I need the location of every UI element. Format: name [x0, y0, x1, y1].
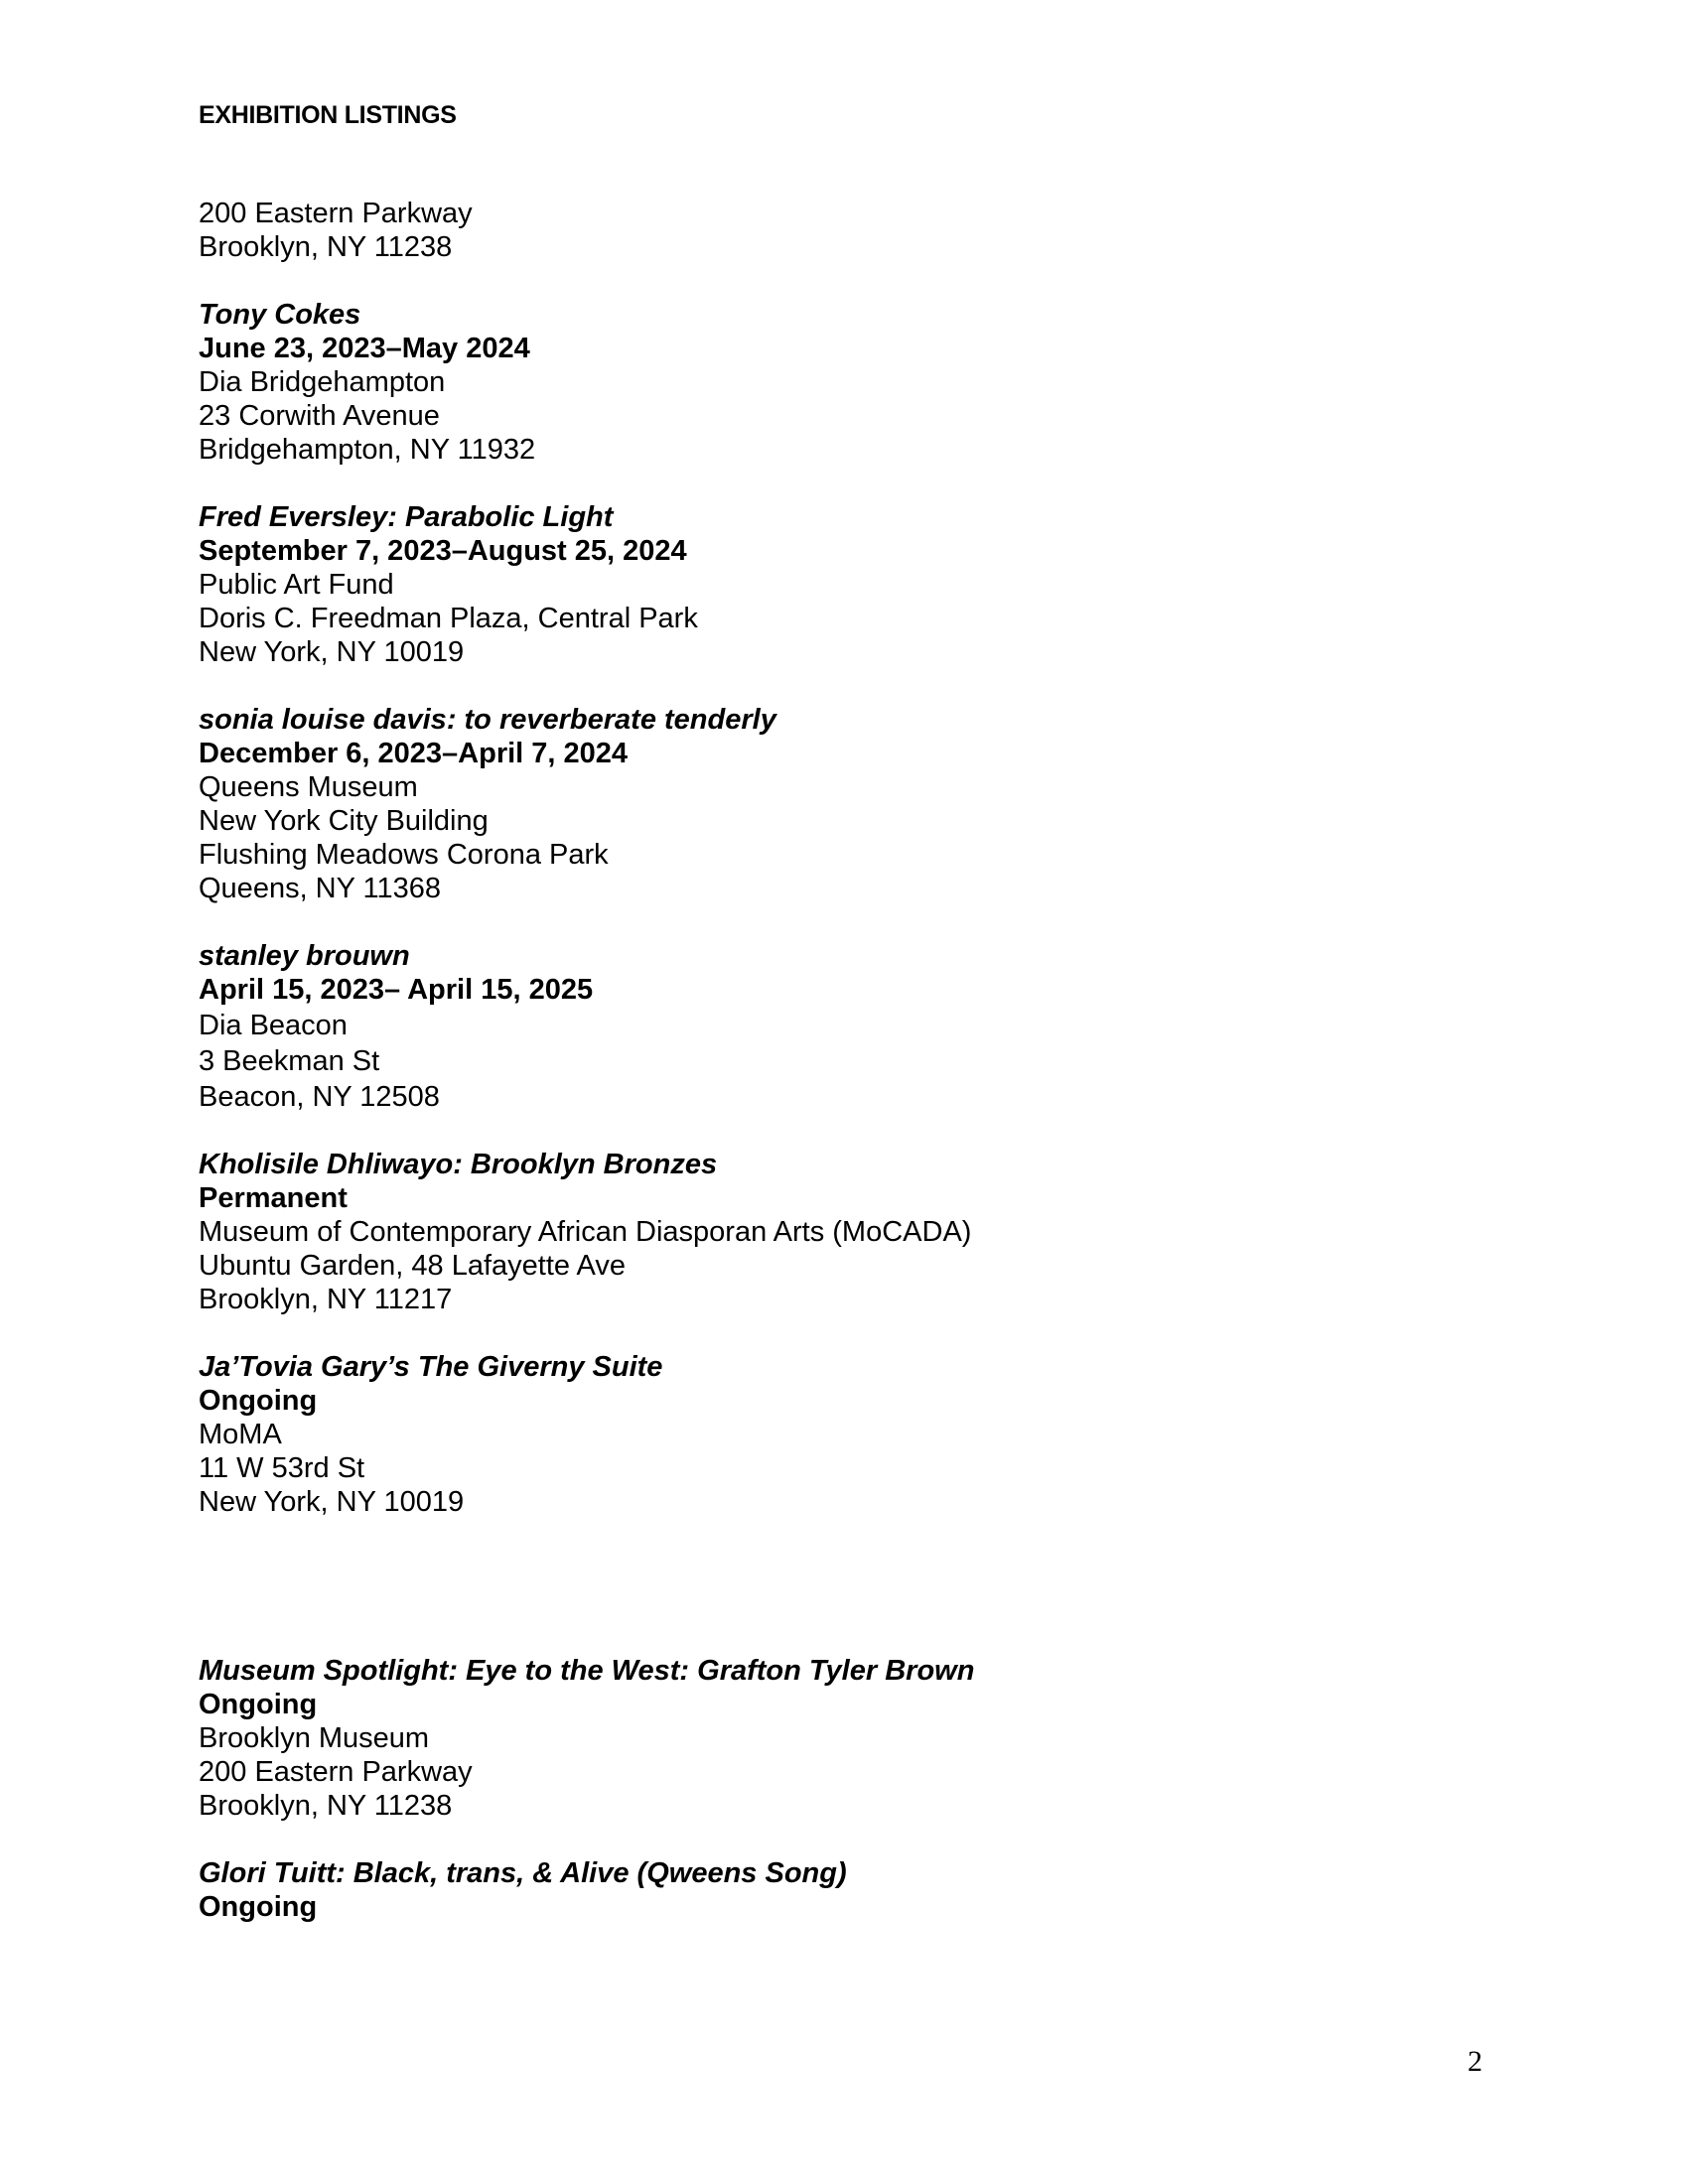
- exhibition-title: Tony Cokes: [199, 299, 361, 331]
- listing-entry: [199, 703, 1489, 905]
- listing-entry: [199, 1148, 1489, 1316]
- address-line: Brooklyn Museum: [199, 1722, 430, 1754]
- listing-entry: [199, 298, 1489, 467]
- listing-entry: [199, 1856, 1489, 1924]
- exhibition-dates: June 23, 2023–May 2024: [199, 333, 530, 364]
- address-line: Ubuntu Garden, 48 Lafayette Ave: [199, 1250, 626, 1282]
- listing-entry: [199, 939, 1489, 1114]
- address-line: New York, NY 10019: [199, 636, 465, 668]
- exhibition-title: Fred Eversley: Parabolic Light: [199, 501, 614, 533]
- address-line: Dia Bridgehampton: [199, 366, 446, 398]
- address-line: Brooklyn, NY 11238: [199, 1790, 453, 1822]
- address-line: Dia Beacon: [199, 1010, 348, 1041]
- address-line: Beacon, NY 12508: [199, 1081, 440, 1113]
- exhibition-dates: Ongoing: [199, 1385, 318, 1417]
- exhibition-title: stanley brouwn: [199, 940, 410, 972]
- address-line: Brooklyn, NY 11238: [199, 231, 453, 263]
- exhibition-title: Kholisile Dhliwayo: Brooklyn Bronzes: [199, 1149, 718, 1180]
- address-line: Public Art Fund: [199, 569, 394, 601]
- page-header: EXHIBITION LISTINGS: [199, 101, 457, 129]
- exhibition-dates: September 7, 2023–August 25, 2024: [199, 535, 687, 567]
- exhibition-dates: Ongoing: [199, 1891, 318, 1923]
- address-line: MoMA: [199, 1419, 282, 1450]
- exhibition-dates: Permanent: [199, 1182, 348, 1214]
- exhibition-dates: December 6, 2023–April 7, 2024: [199, 738, 629, 769]
- exhibition-title: Glori Tuitt: Black, trans, & Alive (Qweens Song): [199, 1857, 847, 1889]
- address-line: New York City Building: [199, 805, 489, 837]
- address-line: New York, NY 10019: [199, 1486, 465, 1518]
- page-number: 2: [1468, 2045, 1482, 2078]
- exhibition-dates: Ongoing: [199, 1689, 318, 1720]
- address-line: Bridgehampton, NY 11932: [199, 434, 536, 466]
- exhibition-title: Museum Spotlight: Eye to the West: Grafton Tyler Brown: [199, 1655, 975, 1687]
- address-line: Queens Museum: [199, 771, 418, 803]
- address-line: Brooklyn, NY 11217: [199, 1284, 453, 1315]
- address-line: Flushing Meadows Corona Park: [199, 839, 609, 871]
- address-line: 11 W 53rd St: [199, 1452, 365, 1484]
- address-line: Museum of Contemporary African Diasporan Arts (MoCADA): [199, 1216, 972, 1248]
- listing-entry: [199, 1654, 1489, 1823]
- exhibition-title: Ja’Tovia Gary’s The Giverny Suite: [199, 1351, 663, 1383]
- address-line: 200 Eastern Parkway: [199, 198, 473, 229]
- address-line: Queens, NY 11368: [199, 873, 441, 904]
- address-line: 3 Beekman St: [199, 1045, 380, 1077]
- address-line: 200 Eastern Parkway: [199, 1756, 473, 1788]
- exhibition-dates: April 15, 2023– April 15, 2025: [199, 974, 594, 1006]
- listings-content: [199, 197, 1489, 1924]
- listing-entry: [199, 1350, 1489, 1519]
- listing-entry: [199, 500, 1489, 669]
- exhibition-title: sonia louise davis: to reverberate tenderly: [199, 704, 776, 736]
- intro-address: [199, 197, 1489, 264]
- address-line: Doris C. Freedman Plaza, Central Park: [199, 603, 698, 634]
- address-line: 23 Corwith Avenue: [199, 400, 440, 432]
